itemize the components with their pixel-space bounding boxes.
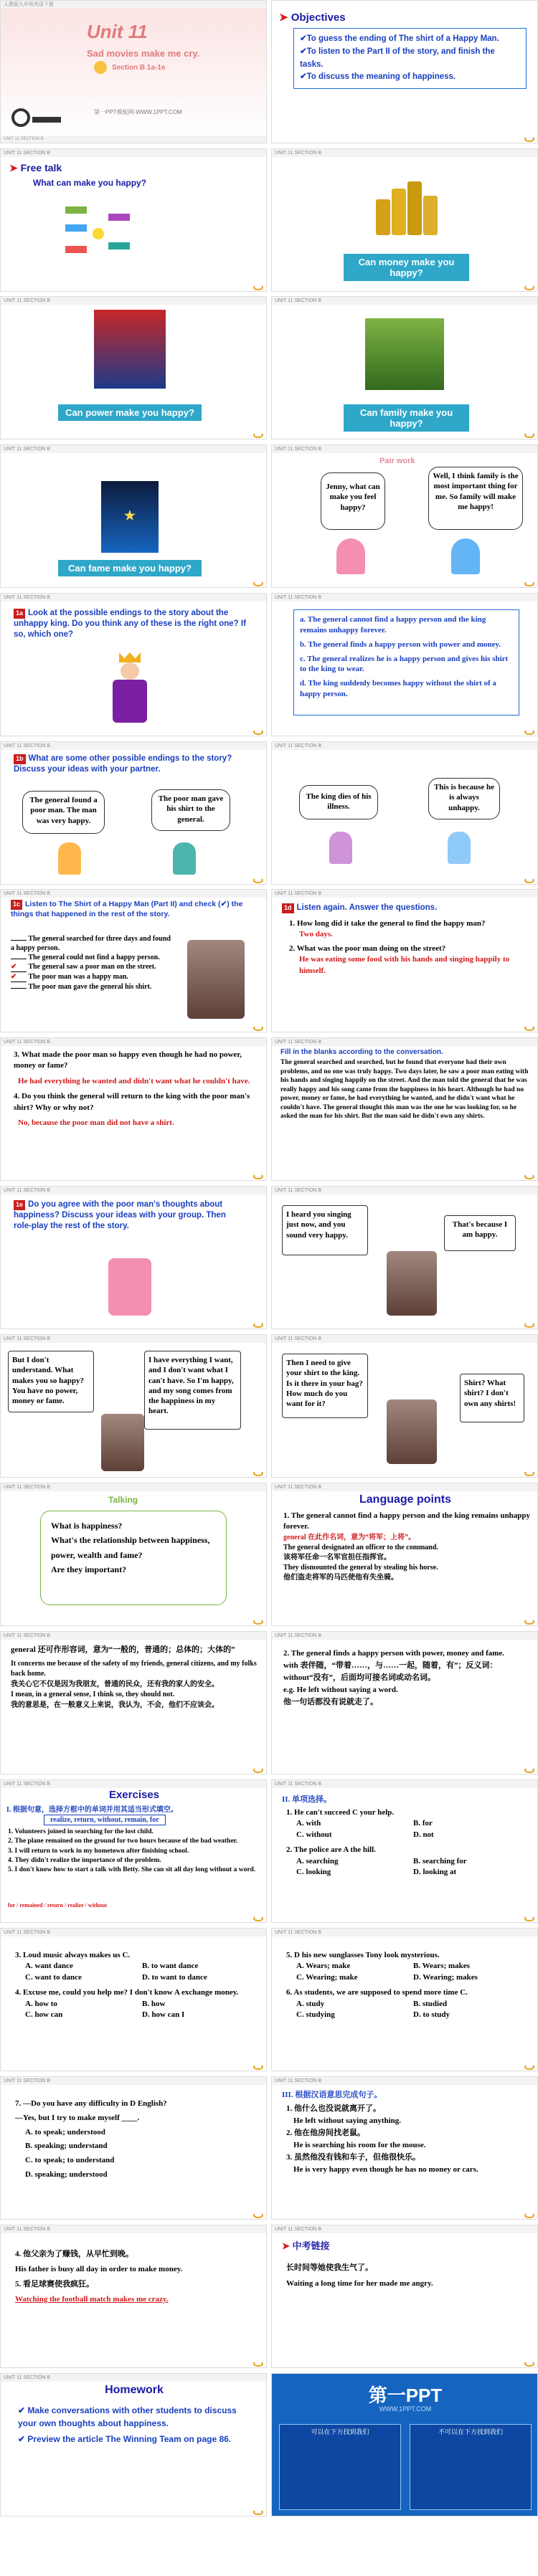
example-zh: 我关心它不仅是因为我朋友，普通的民众，还有我的家人的安全。	[11, 1680, 219, 1688]
student-figure	[58, 842, 81, 875]
option[interactable]: B. speaking; understand	[25, 2142, 108, 2151]
check-row[interactable]: The general searched for three days and found a happy person.	[11, 935, 171, 952]
unit-subtitle: Sad movies make me cry.	[87, 48, 200, 59]
option[interactable]: A. study	[296, 1999, 325, 2008]
slide-4	[271, 148, 538, 292]
question-text: 3. Loud music always makes us C.	[15, 1951, 131, 1959]
general-poor-man-image	[387, 1251, 437, 1316]
option[interactable]: B. for	[413, 1819, 433, 1828]
question-text: 2. What was the poor man doing on the street?	[289, 944, 446, 953]
example-en: The general designated an officer to the command.	[283, 1543, 438, 1551]
slide-header: UNIT 11 SECTION B	[272, 742, 537, 750]
point-sentence: 1. The general cannot find a happy person and the king remains unhappy forever.	[283, 1511, 531, 1531]
slide-14	[271, 889, 538, 1032]
option[interactable]: D. Wearing; makes	[413, 1972, 478, 1982]
slide-header: UNIT 11 SECTION B	[1, 149, 266, 157]
slide-9	[0, 593, 267, 736]
speech-bubble-right: The poor man gave his shirt to the general.	[151, 789, 230, 831]
objectives-title: Objectives	[291, 11, 346, 24]
slide-12	[271, 741, 538, 885]
ending-item: b. The general finds a happy person with power and money.	[300, 640, 501, 649]
slide-34	[271, 2373, 538, 2516]
slide-1	[0, 0, 267, 143]
section-title: II. 单项选择。	[282, 1795, 332, 1804]
swirl-icon	[253, 2213, 263, 2218]
speech-bubble-left: Then I need to give your shirt to the king. Is it there in your bag? How much do you want for it?	[282, 1354, 368, 1418]
objective-item: ✔To discuss the meaning of happiness.	[300, 72, 456, 82]
homework-item: ✔ Make conversations with other students to discuss your own thoughts about happiness.	[18, 2405, 237, 2428]
option[interactable]: C. looking	[296, 1867, 331, 1876]
power-image	[94, 310, 166, 389]
question-text: —Yes, but I try to make myself ____.	[15, 2113, 140, 2122]
exercise-number: 1d	[282, 903, 294, 913]
slide-header: UNIT 11 SECTION B	[1, 1187, 266, 1194]
boy-figure	[451, 538, 480, 574]
homework-list	[18, 2404, 255, 2446]
question-text: 3. What made the poor man so happy even though he had no power, money or fame?	[14, 1050, 242, 1070]
money-caption: Can money make you happy?	[344, 254, 469, 281]
chinese-prompt: 3. 虽然他没有钱和车子，但他很快乐。	[286, 2153, 420, 2162]
talking-question: Are they important?	[51, 1564, 127, 1575]
watermark: 第一PPT模板网-WWW.1PPT.COM	[94, 109, 182, 115]
slide-header: UNIT 11 SECTION B	[1, 297, 266, 305]
option[interactable]: A. Wears; make	[296, 1962, 351, 1971]
answer-key: for / remained / return / realize / without	[8, 1902, 108, 1909]
english-answer: He is very happy even though he has no money or cars.	[293, 2165, 478, 2175]
english-answer: He left without saying anything.	[293, 2116, 402, 2126]
slide-8	[271, 445, 538, 588]
swirl-icon	[524, 1470, 534, 1476]
option[interactable]: B. to want dance	[142, 1962, 199, 1971]
swirl-icon	[253, 2509, 263, 2515]
slide-header: UNIT 11 SECTION B	[272, 1929, 537, 1936]
slide-27	[0, 1928, 267, 2071]
option[interactable]: C. studying	[296, 2010, 335, 2019]
option[interactable]: B. how	[142, 1999, 166, 2008]
swirl-icon	[253, 1174, 263, 1179]
fill-list	[8, 1828, 260, 1875]
swirl-icon	[524, 729, 534, 735]
slide-header: UNIT 11 SECTION B	[272, 297, 537, 305]
swirl-icon	[524, 1619, 534, 1625]
fill-item: 3. I will return to work in my hometown after finishing school.	[8, 1847, 189, 1855]
slide-footer: UNIT 11 SECTION B	[1, 136, 266, 143]
section-title: III. 根据汉语意思完成句子。	[282, 2091, 382, 2099]
swirl-icon	[253, 432, 263, 438]
family-image	[365, 318, 444, 390]
free-talk-title: Free talk	[20, 162, 62, 174]
option[interactable]: D. not	[413, 1830, 434, 1839]
slide-15	[0, 1037, 267, 1181]
check-row[interactable]: The poor man gave the general his shirt.	[11, 982, 176, 992]
ending-item: d. The king suddenly becomes happy without the shirt of a happy person.	[300, 679, 496, 699]
option[interactable]: C. to speak; to understand	[25, 2156, 115, 2165]
girl-figure	[336, 538, 365, 574]
question-text: 1. He can't succeed C your help.	[286, 1808, 395, 1817]
check-row[interactable]: ✔ The general saw a poor man on the street.	[11, 963, 156, 971]
slide-header: UNIT 11 SECTION B	[272, 1038, 537, 1046]
slide-header: UNIT 11 SECTION B	[272, 1632, 537, 1640]
student-figure	[329, 832, 352, 864]
swirl-icon	[524, 136, 534, 142]
slide-20	[271, 1334, 538, 1478]
slide-29	[0, 2076, 267, 2220]
swirl-icon	[253, 729, 263, 735]
king-image	[108, 652, 151, 724]
english-answer: Waiting a long time for her made me angry.	[286, 2279, 433, 2288]
film-strip-icon	[32, 117, 61, 123]
speech-bubble-left: The general found a poor man. The man was very happy.	[22, 791, 105, 834]
fill-item: 5. I don't know how to start a talk with Betty. She can sit all day long without a word.	[8, 1866, 256, 1874]
group-figures	[108, 1258, 151, 1316]
speech-bubble-right: I have everything I want, and I don't want what I can't have. So I'm happy, and my song comes from the happiness in my heart.	[144, 1351, 241, 1430]
question-text: 5. D his new sunglasses Tony look mysterious.	[286, 1951, 440, 1959]
slide-25	[0, 1779, 267, 1923]
slide-header: UNIT 11 SECTION B	[272, 1483, 537, 1491]
slide-11	[0, 741, 267, 885]
slide-32: UNIT 11 SECTION B ➤ 中考链接 长时间等她使我生气了。 Waiting a long time for her made me angry.	[271, 2225, 538, 2368]
option[interactable]: C. how can	[25, 2010, 63, 2019]
brand-logo: 第一PPT	[368, 2385, 443, 2406]
slide-16	[271, 1037, 538, 1181]
slide-header: UNIT 11 SECTION B	[272, 594, 537, 602]
exercise-number: 1c	[11, 900, 22, 910]
lemon-icon	[94, 61, 107, 74]
film-reel-icon	[11, 108, 30, 127]
option[interactable]: C. Wearing; make	[296, 1972, 358, 1982]
objective-item: ✔To listen to the Part II of the story, and finish the tasks.	[300, 47, 495, 69]
slide-header: UNIT 11 SECTION B	[1, 2374, 266, 2382]
question-text: 6. As students, we are supposed to spend more time C.	[286, 1988, 468, 1997]
slide-header: UNIT 11 SECTION B	[272, 2077, 537, 2085]
swirl-icon	[524, 1322, 534, 1328]
pair-work-label: Pair work	[379, 457, 415, 465]
answer-text: He was eating some food with his hands and singing happily to himself.	[299, 955, 510, 975]
student-figure	[173, 842, 196, 875]
fill-item: 2. The plane remained on the ground for two hours because of the bad weather.	[8, 1838, 238, 1845]
slide-7	[0, 445, 267, 588]
option[interactable]: A. want dance	[25, 1962, 73, 1971]
swirl-icon	[524, 432, 534, 438]
slide-header: UNIT 11 SECTION B	[1, 1335, 266, 1343]
check-row[interactable]: ✔ The poor man was a happy man.	[11, 973, 128, 981]
example-zh: 他们盗走将军的马匹使他有失坐骑。	[283, 1573, 398, 1582]
slide-3: UNIT 11 SECTION B ➤ Free talk What can make you happy?	[0, 148, 267, 292]
slide-30	[271, 2076, 538, 2220]
option[interactable]: B. Wears; makes	[413, 1962, 470, 1971]
slide-header: UNIT 11 SECTION B	[272, 890, 537, 898]
slide-header: UNIT 11 SECTION B	[1, 594, 266, 602]
exam-link-title: 中考链接	[292, 2240, 330, 2251]
brand-url: WWW.1PPT.COM	[379, 2405, 432, 2413]
swirl-icon	[524, 2361, 534, 2367]
objectives-list	[293, 28, 527, 89]
slide-26	[271, 1779, 538, 1923]
fill-blanks-passage: The general searched and searched, but he found that everyone had their own problems, and no one was truly happy. Two days later, he saw a poor man eating with his hands and singing happily on the street. And the man told the general that he was really happy and his song came from the happiness in his heart. Although he had no power, money or fame, he had everything he wanted, and he didn't want what he couldn't have. The general thought this man was the one he was looking for, so he asked the man for his shirt. But the man said he didn't own any shirts.	[280, 1059, 529, 1121]
talking-question: What's the relationship between happiness, power, wealth and fame?	[51, 1535, 210, 1560]
option[interactable]: D. to want to dance	[142, 1972, 207, 1982]
swirl-icon	[253, 1619, 263, 1625]
fill-item: 1. Volunteers joined in searching for the lost child.	[8, 1828, 154, 1835]
student-figure	[448, 832, 471, 864]
question-text: 1. How long did it take the general to find the happy man?	[289, 919, 486, 928]
question-text: 7. —Do you have any difficulty in D English?	[15, 2099, 167, 2108]
talking-box	[40, 1511, 227, 1605]
slide-header: UNIT 11 SECTION B	[272, 445, 537, 453]
point-note: general 还可作形容词，意为“一般的，普通的；总体的；大体的”	[11, 1645, 235, 1654]
example-en: They dismounted the general by stealing his horse.	[283, 1563, 438, 1572]
option[interactable]: B. studied	[413, 1999, 448, 2008]
speech-bubble-left: But I don't understand. What makes you so happy? You have no power, money or fame.	[8, 1351, 94, 1412]
slide-5	[0, 296, 267, 439]
swirl-icon	[253, 1916, 263, 1921]
question-text: 2. The police are A the hill.	[286, 1845, 376, 1855]
slide-header: UNIT 11 SECTION B	[1, 2077, 266, 2085]
fame-caption: Can fame make you happy?	[58, 560, 202, 576]
language-points-title: Language points	[359, 1493, 451, 1506]
speech-bubble-left: I heard you singing just now, and you sound very happy.	[282, 1205, 368, 1255]
swirl-icon	[524, 285, 534, 290]
swirl-icon	[524, 878, 534, 883]
slide-24	[271, 1631, 538, 1774]
option[interactable]: D. to study	[413, 2010, 450, 2019]
exercise-instruction: Listen to The Shirt of a Happy Man (Part II) and check (✔) the things that happened in the rest of the story.	[11, 900, 243, 918]
swirl-icon	[524, 1025, 534, 1031]
english-answer: He is searching his room for the mouse.	[293, 2141, 426, 2150]
answer-text: No, because the poor man did not have a shirt.	[18, 1118, 174, 1127]
slide-2: ➤ Objectives ✔To guess the ending of The shirt of a Happy Man. ✔To listen to the Part II of the story, and finish the tasks. ✔To discuss the meaning of happiness.	[271, 0, 538, 143]
exercise-instruction: Do you agree with the poor man's thoughts about happiness? Discuss your ideas with your group. Then role-play the rest of the story.	[14, 1200, 226, 1230]
link-panel-left: 可以在下方找到我们	[279, 2424, 401, 2510]
option[interactable]: D. how can I	[142, 2010, 185, 2019]
check-row[interactable]: The general could not find a happy person.	[11, 953, 176, 962]
section-label: Section B 1a-1e	[112, 64, 166, 72]
slide-header: 人教版九年级英语下册	[1, 1, 266, 9]
speech-bubble-right: Well, I think family is the most important thing for me. So family will make me happy!	[428, 467, 523, 530]
swirl-icon	[253, 2064, 263, 2070]
ending-item: a. The general cannot find a happy person and the king remains unhappy forever.	[300, 615, 486, 635]
general-poor-man-image	[387, 1399, 437, 1464]
free-talk-question: What can make you happy?	[33, 178, 147, 188]
slide-header: UNIT 11 SECTION B	[1, 742, 266, 750]
slide-10	[271, 593, 538, 736]
option[interactable]: A. how to	[25, 1999, 57, 2008]
slide-18	[271, 1186, 538, 1329]
slide-header: UNIT 11 SECTION B	[272, 1187, 537, 1194]
option[interactable]: B. searching for	[413, 1856, 467, 1866]
fame-poster: ★	[101, 481, 159, 553]
slide-header: UNIT 11 SECTION B	[1, 1632, 266, 1640]
slide-header: UNIT 11 SECTION B	[272, 1335, 537, 1343]
option[interactable]: A. searching	[296, 1856, 339, 1866]
check-icon: ✔	[18, 2434, 28, 2444]
answer-text: Two days.	[299, 930, 333, 939]
option[interactable]: C. without	[296, 1830, 332, 1839]
option[interactable]: C. want to dance	[25, 1972, 82, 1982]
slide-header: UNIT 11 SECTION B	[272, 1780, 537, 1788]
point-note: with 表伴随，“带着……，与……一起，随着，有”；反义词：without“没有”，后面均可接名词或动名词。	[283, 1661, 498, 1683]
check-icon: ✔	[300, 47, 307, 56]
swirl-icon	[524, 2213, 534, 2218]
exercises-title: Exercises	[108, 1789, 160, 1801]
exercise-number: 1b	[14, 754, 26, 764]
slide-header: UNIT 11 SECTION B	[1, 1038, 266, 1046]
slide-header: UNIT 11 SECTION B	[1, 445, 266, 453]
point-note: general 在此作名词，意为“将军；上将”。	[283, 1533, 416, 1541]
english-answer: Watching the football match makes me crazy.	[15, 2294, 169, 2304]
slide-header: UNIT 11 SECTION B	[1, 1780, 266, 1788]
speech-bubble-right: This is because he is always unhappy.	[428, 778, 500, 819]
swirl-icon	[524, 2064, 534, 2070]
exercise-number: 1a	[14, 609, 25, 619]
section-title: I. 根据句意，选择方框中的单词并用其适当形式填空。	[6, 1806, 178, 1814]
check-icon: ✔	[18, 2405, 28, 2415]
swirl-icon	[253, 1025, 263, 1031]
example-zh: 该将军任命一名军官担任指挥官。	[283, 1553, 391, 1562]
unit-title: Unit 11	[87, 21, 148, 42]
chinese-prompt: 1. 他什么也没说就离开了。	[286, 2104, 381, 2113]
slide-header: UNIT 11 SECTION B	[272, 2225, 537, 2233]
slide-header: UNIT 11 SECTION B	[1, 1483, 266, 1491]
answer-text: He had everything he wanted and didn't want what he couldn't have.	[18, 1076, 250, 1085]
swirl-icon	[253, 285, 263, 290]
checklist	[11, 934, 176, 992]
example-en: e.g. He left without saying a word.	[283, 1686, 398, 1695]
endings-list	[293, 609, 519, 716]
swirl-icon	[253, 878, 263, 883]
word-box: realize, return, without, remain, for	[44, 1815, 166, 1825]
swirl-icon	[524, 1916, 534, 1921]
chinese-prompt: 4. 他父亲为了赚钱，从早忙到晚。	[15, 2250, 133, 2258]
swirl-icon	[253, 1767, 263, 1773]
question-text: 4. Excuse me, could you help me? I don't know A exchange money.	[15, 1988, 239, 1997]
example-en: It concerns me because of the safety of my friends, general citizens, and my folks back home.	[11, 1659, 257, 1678]
example-en: I mean, in a general sense, I think so, they should not.	[11, 1691, 175, 1699]
power-caption: Can power make you happy?	[58, 404, 202, 421]
slide-header: UNIT 11 SECTION B	[1, 890, 266, 898]
slide-33	[0, 2373, 267, 2516]
exercise-number: 1e	[14, 1200, 25, 1210]
slide-19	[0, 1334, 267, 1478]
swirl-icon	[253, 1322, 263, 1328]
swirl-icon	[253, 1470, 263, 1476]
swirl-icon	[524, 581, 534, 586]
fill-item: 4. They didn't realize the importance of the problem.	[8, 1856, 161, 1864]
check-icon: ✔	[300, 72, 307, 82]
chinese-prompt: 5. 看足球赛使我疯狂。	[15, 2279, 94, 2289]
general-poor-man-image	[101, 1414, 144, 1471]
homework-item: ✔ Preview the article The Winning Team on page 86.	[18, 2434, 232, 2444]
ending-item: c. The general realizes he is a happy person and gives his shirt to the king to wear.	[300, 654, 509, 674]
swirl-icon	[524, 1174, 534, 1179]
link-panel-right: 不可以在下方找到我们	[410, 2424, 532, 2510]
slide-header: UNIT 11 SECTION B	[272, 149, 537, 157]
question-text: 4. Do you think the general will return to the king with the poor man's shirt? Why or why not?	[14, 1092, 250, 1112]
slide-23	[0, 1631, 267, 1774]
poor-man-image	[187, 940, 245, 1019]
point-sentence: 2. The general finds a happy person with power, money and fame.	[283, 1649, 505, 1658]
mindmap-image	[65, 192, 130, 271]
speech-bubble-right: That's because I am happy.	[444, 1215, 516, 1251]
option[interactable]: D. looking at	[413, 1867, 457, 1876]
swirl-icon	[253, 2361, 263, 2367]
option[interactable]: D. speaking; understood	[25, 2169, 108, 2179]
swirl-icon	[253, 581, 263, 586]
option[interactable]: A. to speak; understood	[25, 2127, 105, 2137]
family-caption: Can family make you happy?	[344, 404, 469, 432]
objective-item: ✔To guess the ending of The shirt of a Happy Man.	[300, 34, 499, 43]
speech-bubble-right: Shirt? What shirt? I don't own any shirts!	[460, 1374, 524, 1422]
speech-bubble-left: The king dies of his illness.	[299, 785, 378, 819]
speech-bubble-left: Jenny, what can make you feel happy?	[321, 472, 385, 530]
slide-header: UNIT 11 SECTION B	[1, 1929, 266, 1936]
chinese-prompt: 长时间等她使我生气了。	[286, 2263, 373, 2272]
check-icon: ✔	[300, 34, 307, 43]
fill-blanks-title: Fill in the blanks according to the conversation.	[280, 1048, 443, 1056]
exercise-instruction: Look at the possible endings to the story about the unhappy king. Do you think any of these is the right one? If so, which one?	[14, 609, 246, 639]
slide-17	[0, 1186, 267, 1329]
slide-6	[271, 296, 538, 439]
slide-22	[271, 1483, 538, 1626]
chinese-prompt: 2. 他在他房间找老鼠。	[286, 2129, 365, 2138]
option[interactable]: A. with	[296, 1819, 321, 1828]
exercise-instruction: Listen again. Answer the questions.	[296, 903, 438, 912]
slide-13	[0, 889, 267, 1032]
example-zh: 他一句话都没有说就走了。	[283, 1698, 378, 1707]
swirl-icon	[524, 1767, 534, 1773]
talking-label: Talking	[108, 1495, 138, 1505]
talking-question: What is happiness?	[51, 1521, 123, 1531]
slide-31	[0, 2225, 267, 2368]
example-zh: 我的意思是，在一般意义上来说，我认为，不会，他们不应该会。	[11, 1701, 219, 1709]
slide-21	[0, 1483, 267, 1626]
exercise-instruction: What are some other possible endings to the story? Discuss your ideas with your partner.	[14, 754, 232, 774]
homework-title: Homework	[105, 2384, 164, 2396]
slide-28	[271, 1928, 538, 2071]
slide-header: UNIT 11 SECTION B	[1, 2225, 266, 2233]
english-answer: His father is busy all day in order to make money.	[15, 2264, 183, 2273]
money-coins-image	[369, 178, 448, 235]
